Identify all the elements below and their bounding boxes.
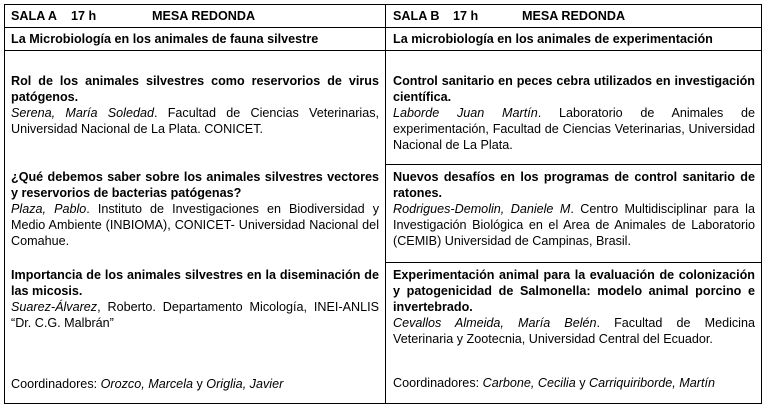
talk-title: Control sanitario en peces cebra utilizados en investigación científica. [393,74,755,104]
sala-b-row-divider-2 [386,262,761,263]
coordinator-1: Orozco, Marcela [100,377,193,391]
talk-affiliation: . Facultad de Medicina Veterinaria y Zootecnia, Universidad Central del Ecuador. [393,316,755,346]
sala-b-coordinators [393,375,755,391]
sala-a-talk-1 [11,73,379,137]
talk-author-line [11,299,379,331]
talk-author-line [11,105,379,137]
sala-b-talk-3 [393,267,755,347]
talk-author: Suarez-Álvarez [11,300,98,314]
sala-a-header [5,5,385,28]
talk-author-line [393,315,755,347]
sala-b-session-title: La microbiología en los animales de experimentación [386,28,761,51]
talk-affiliation: . Laboratorio de Animales de experimentación, Facultad de Ciencias Veterinarias, Universidad Nacional de La Plata. [393,106,755,152]
sala-a-session-type: MESA REDONDA [152,9,256,23]
talk-title: Rol de los animales silvestres como reservorios de virus patógenos. [11,74,379,104]
sala-a-talk-3 [11,267,379,331]
sala-b-session-type: MESA REDONDA [522,9,626,23]
coordinator-2: Carriquiriborde, Martín [589,376,715,390]
talk-title: ¿Qué debemos saber sobre los animales silvestres vectores y reservorios de bacterias patógenas? [11,170,379,200]
talk-title: Nuevos desafíos en los programas de control sanitario de ratones. [393,170,755,200]
talk-author: Cevallos Almeida, María Belén [393,316,597,330]
talk-affiliation: . Instituto de Investigaciones en Biodiversidad y Medio Ambiente (INBIOMA), CONICET- Universidad Nacional del Comahue. [11,202,379,248]
talk-author: Plaza, Pablo [11,202,87,216]
sala-a-time: 17 h [71,9,97,23]
coordinators-join: y [193,377,207,391]
sala-b-header [386,5,761,28]
talk-author: Rodrigues-Demolin, Daniele M [393,202,571,216]
sala-a-column [5,5,386,403]
talk-title: Experimentación animal para la evaluación de colonización y patogenicidad de Salmonella: modelo animal porcino e invertebrado. [393,268,755,314]
sala-b-column [386,5,761,403]
talk-author: Serena, María Soledad [11,106,154,120]
coordinator-1: Carbone, Cecilia [482,376,576,390]
coordinators-join: y [575,376,590,390]
program-table [4,4,762,404]
sala-a-coordinators [11,376,379,392]
talk-author: Laborde Juan Martín [393,106,538,120]
coordinator-2: Origlia, Javier [206,377,284,391]
sala-b-talk-1 [393,73,755,153]
talk-author-line [393,201,755,249]
talk-affiliation: . Facultad de Ciencias Veterinarias, Universidad Nacional de La Plata. CONICET. [11,106,379,136]
sala-a-session-title: La Microbiología en los animales de fauna silvestre [5,28,385,51]
sala-a-label: SALA A [11,9,57,23]
sala-b-row-divider-1 [386,164,761,165]
talk-affiliation: , Roberto. Departamento Micología, INEI-ANLIS “Dr. C.G. Malbrán” [11,300,379,330]
talk-author-line [11,201,379,249]
coordinators-label: Coordinadores: [393,376,483,390]
sala-a-talk-2 [11,169,379,249]
talk-author-line [393,105,755,153]
sala-b-talk-2 [393,169,755,249]
coordinators-label: Coordinadores: [11,377,101,391]
talk-affiliation: . Centro Multidisciplinar para la Investigación Biológica en el Area de Animales de Laboratorio (CEMIB) Universidad de Campinas, Brasil. [393,202,755,248]
sala-b-time: 17 h [453,9,479,23]
talk-title: Importancia de los animales silvestres en la diseminación de las micosis. [11,268,379,298]
sala-b-label: SALA B [393,9,440,23]
